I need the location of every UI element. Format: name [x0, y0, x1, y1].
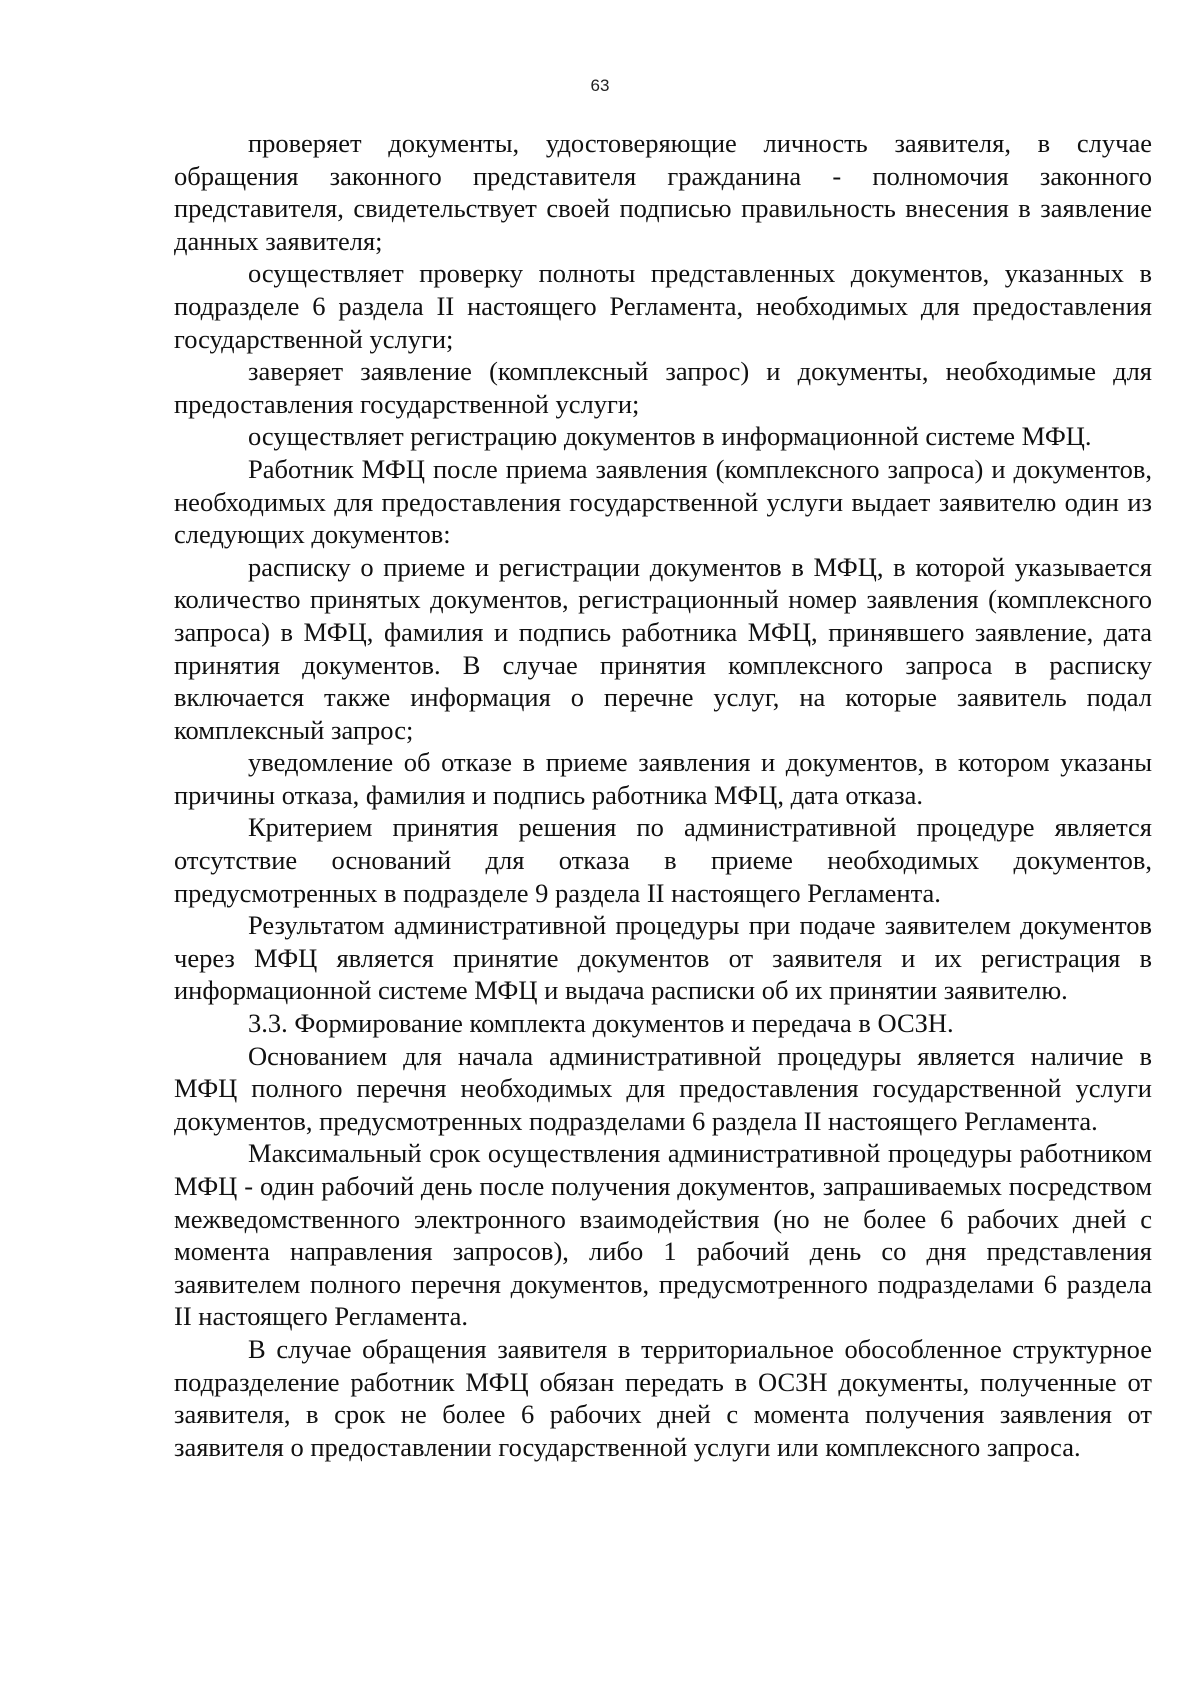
- document-body: [174, 127, 1152, 1463]
- page-number: 63: [590, 76, 610, 95]
- paragraph-completeness-check: осуществляет проверку полноты представленных документов, указанных в подразделе 6 раздела II настоящего Регламента, необходимых для предоставления государственной услуги;: [174, 258, 1152, 354]
- paragraph-receipt: расписку о приеме и регистрации документов в МФЦ, в которой указывается количество принятых документов, регистрационный номер заявления (комплексного запроса) в МФЦ, фамилия и подпись работника МФЦ, принявшего заявление, дата принятия документов. В случае принятия комплексного запроса в расписку включается также информация о перечне услуг, на которые заявитель подал комплексный запрос;: [174, 551, 1152, 745]
- paragraph-basis: Основанием для начала административной процедуры является наличие в МФЦ полного перечня необходимых для предоставления государственной услуги документов, предусмотренных подразделами 6 раздела II настоящего Регламента.: [174, 1040, 1152, 1136]
- paragraph-issues-document: Работник МФЦ после приема заявления (комплексного запроса) и документов, необходимых для предоставления государственной услуги выдает заявителю один из следующих документов:: [174, 453, 1152, 550]
- paragraph-certify-application: заверяет заявление (комплексный запрос) и документы, необходимые для предоставления государственной услуги;: [174, 356, 1152, 419]
- paragraph-max-term: Максимальный срок осуществления административной процедуры работником МФЦ - один рабочий день после получения документов, запрашиваемых посредством межведомственного электронного взаимодействия (но не более 6 рабочих дней с момента направления запросов), либо 1 рабочий день со дня представления заявителем полного перечня документов, предусмотренного подразделами 6 раздела II настоящего Регламента.: [174, 1138, 1152, 1332]
- paragraph-decision-criterion: Критерием принятия решения по административной процедуре является отсутствие оснований для отказа в приеме необходимых документов, предусмотренных в подразделе 9 раздела II настоящего Регламента.: [174, 812, 1152, 908]
- paragraph-registration: осуществляет регистрацию документов в информационной системе МФЦ.: [248, 421, 1092, 452]
- paragraph-result: Результатом административной процедуры при подаче заявителем документов через МФЦ является принятие документов от заявителя и их регистрация в информационной системе МФЦ и выдача расписки об их принятии заявителю.: [174, 910, 1152, 1006]
- section-heading-3-3: 3.3. Формирование комплекта документов и передача в ОСЗН.: [248, 1008, 954, 1039]
- paragraph-verify-documents: проверяет документы, удостоверяющие личность заявителя, в случае обращения законного представителя гражданина - полномочия законного представителя, свидетельствует своей подписью правильность внесения в заявление данных заявителя;: [174, 128, 1152, 256]
- paragraph-refusal-notice: уведомление об отказе в приеме заявления и документов, в котором указаны причины отказа, фамилия и подпись работника МФЦ, дата отказа.: [174, 747, 1152, 810]
- paragraph-territorial-unit: В случае обращения заявителя в территориальное обособленное структурное подразделение работник МФЦ обязан передать в ОСЗН документы, полученные от заявителя, в срок не более 6 рабочих дней с момента получения заявления от заявителя о предоставлении государственной услуги или комплексного запроса.: [174, 1333, 1152, 1462]
